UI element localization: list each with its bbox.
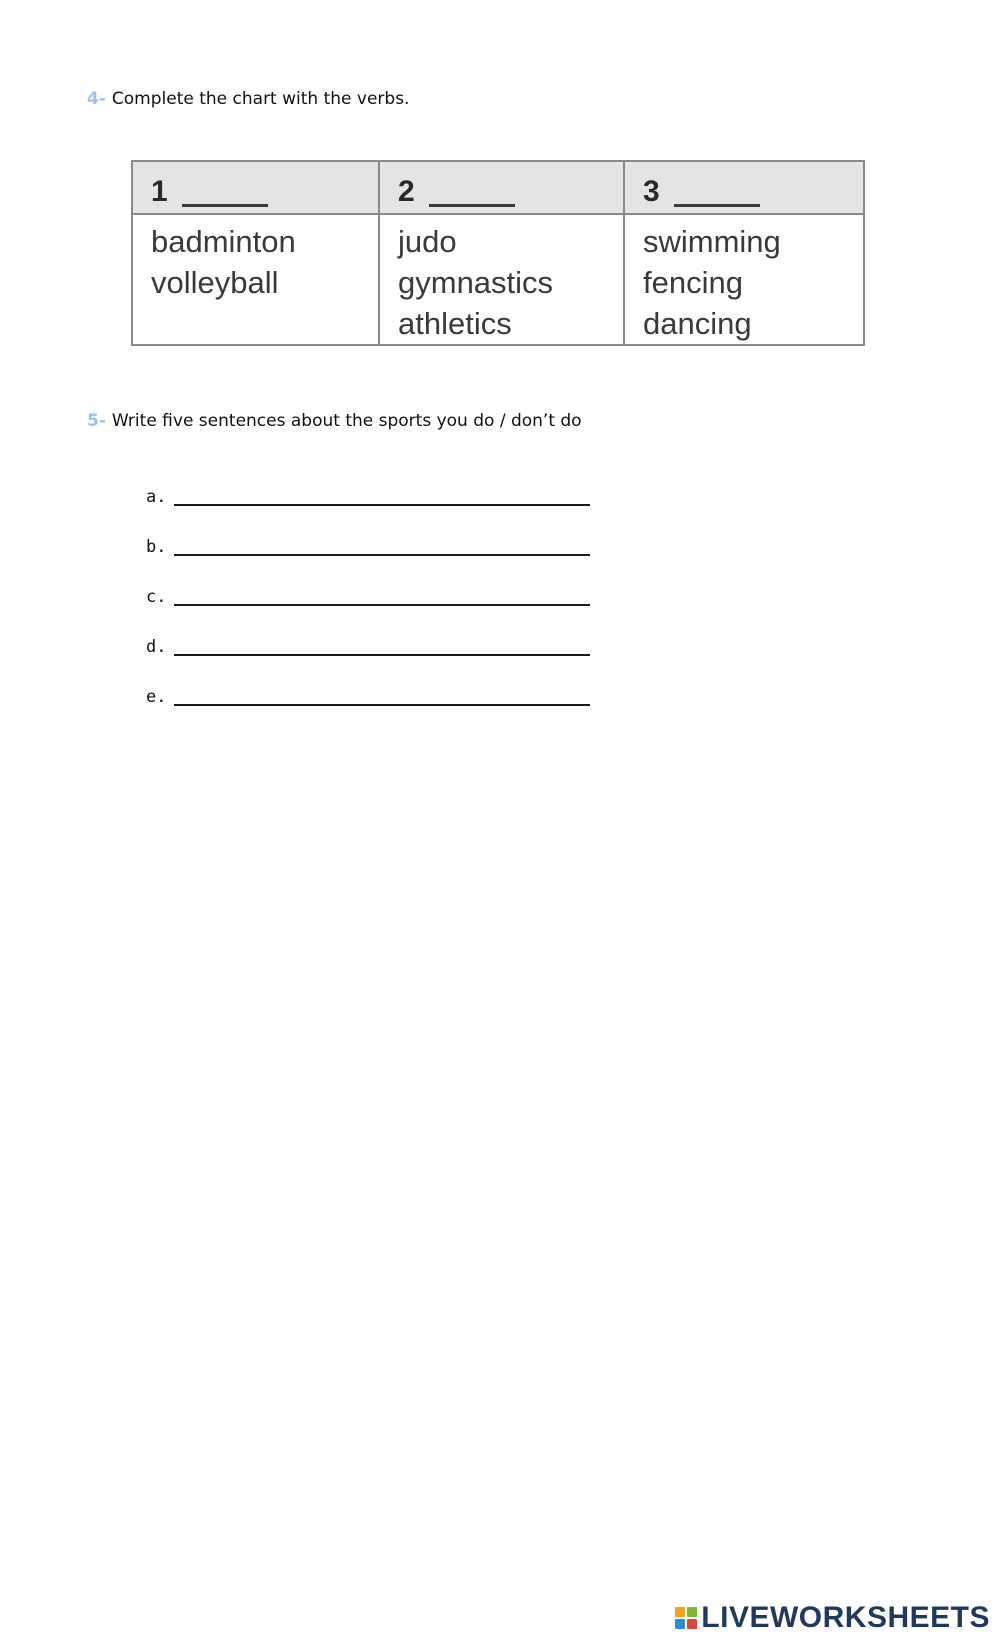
logo-square-icon (687, 1619, 697, 1629)
chart-header-3-blank (674, 184, 760, 207)
chart-item: badminton (151, 224, 296, 259)
chart-header-2-blank (429, 184, 515, 207)
logo-text: LIVEWORKSHEETS (701, 1601, 990, 1634)
answer-letter: b. (146, 537, 167, 557)
chart-header-3 (623, 162, 863, 215)
answer-row-e (146, 658, 590, 708)
chart-header-2-number: 2 (398, 175, 415, 208)
answer-letter: c. (146, 587, 167, 607)
answer-line-e[interactable] (174, 686, 590, 706)
answer-letter: d. (146, 637, 167, 657)
chart-column-2 (378, 215, 623, 344)
chart-item: gymnastics (398, 265, 554, 300)
question-5-text: Write five sentences about the sports you do / don’t do (111, 411, 582, 431)
answer-line-a[interactable] (174, 486, 590, 506)
answer-list (146, 458, 590, 708)
chart-header-2 (378, 162, 623, 215)
logo-mark-icon (675, 1607, 697, 1629)
question-4-text: Complete the chart with the verbs. (111, 89, 410, 109)
chart-header-1-blank (182, 184, 268, 207)
chart-column-1 (133, 215, 378, 344)
question-5 (87, 410, 582, 432)
chart-item: fencing (643, 265, 743, 300)
chart-header-1-number: 1 (151, 175, 168, 208)
answer-line-c[interactable] (174, 586, 590, 606)
answer-letter: e. (146, 687, 167, 707)
question-4-number: 4- (87, 89, 106, 109)
chart-header-1 (133, 162, 378, 215)
answer-line-d[interactable] (174, 636, 590, 656)
answer-line-b[interactable] (174, 536, 590, 556)
question-5-number: 5- (87, 411, 106, 431)
chart-column-3 (623, 215, 863, 344)
chart-item: athletics (398, 306, 512, 341)
logo-square-icon (675, 1619, 685, 1629)
answer-row-d (146, 608, 590, 658)
chart-item: swimming (643, 224, 781, 259)
logo-square-icon (687, 1607, 697, 1617)
chart-header-3-number: 3 (643, 175, 660, 208)
verb-chart (131, 160, 865, 346)
chart-item: judo (398, 224, 457, 259)
answer-row-a (146, 458, 590, 508)
answer-row-c (146, 558, 590, 608)
chart-item: dancing (643, 306, 752, 341)
chart-item: volleyball (151, 265, 279, 300)
logo-square-icon (675, 1607, 685, 1617)
answer-row-b (146, 508, 590, 558)
liveworksheets-logo (675, 1601, 990, 1635)
answer-letter: a. (146, 487, 167, 507)
question-4 (87, 88, 409, 110)
